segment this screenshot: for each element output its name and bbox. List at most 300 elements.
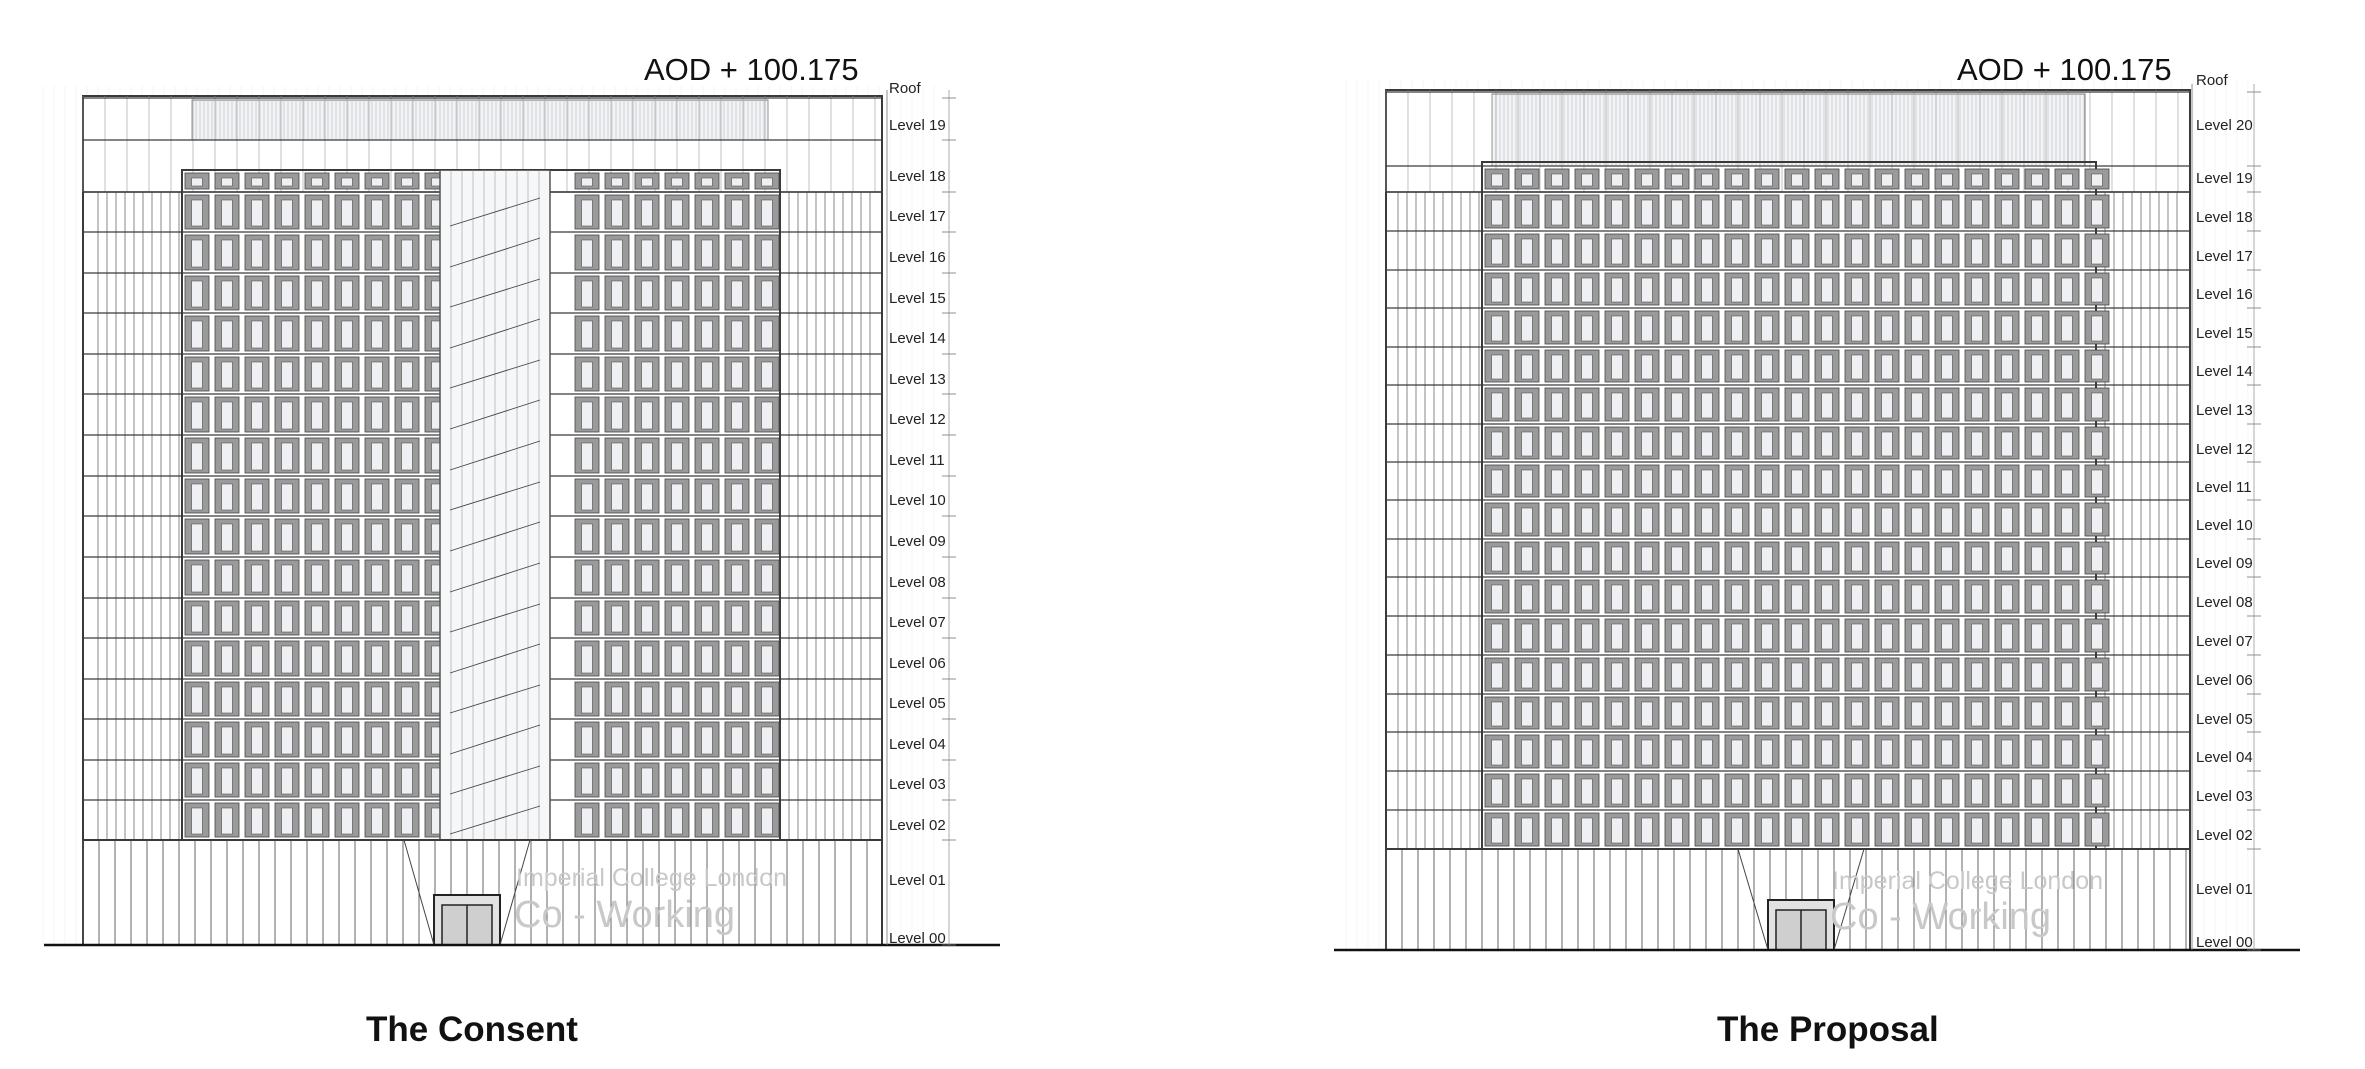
window-glass bbox=[1792, 740, 1803, 765]
window-glass bbox=[1702, 624, 1713, 649]
window-glass bbox=[1672, 355, 1683, 379]
level-label: Level 12 bbox=[889, 411, 946, 428]
level-label: Level 08 bbox=[2196, 594, 2253, 611]
window-glass bbox=[762, 687, 773, 713]
window-glass bbox=[312, 524, 323, 551]
window-glass bbox=[312, 362, 323, 388]
window-glass bbox=[1612, 585, 1623, 610]
window-glass bbox=[2092, 239, 2103, 264]
level-label: Level 16 bbox=[889, 249, 946, 266]
window-glass bbox=[1552, 393, 1563, 418]
window-glass bbox=[222, 484, 233, 510]
window-glass bbox=[1762, 200, 1773, 225]
window-glass bbox=[1582, 779, 1593, 804]
window-glass bbox=[1552, 316, 1563, 341]
window-glass bbox=[312, 768, 323, 794]
window-glass bbox=[1882, 470, 1893, 494]
window-glass bbox=[1672, 470, 1683, 494]
window-glass bbox=[2032, 624, 2043, 649]
level-label: Level 10 bbox=[889, 492, 946, 509]
window-glass bbox=[1672, 585, 1683, 610]
window-glass bbox=[672, 178, 683, 186]
window-glass bbox=[1972, 702, 1983, 726]
window-glass bbox=[2062, 508, 2073, 533]
window-glass bbox=[1642, 470, 1653, 494]
window-glass bbox=[1762, 740, 1773, 765]
window-glass bbox=[1582, 663, 1593, 688]
window-glass bbox=[2002, 663, 2013, 688]
window-glass bbox=[612, 565, 623, 592]
window-glass bbox=[402, 687, 413, 713]
window-glass bbox=[1912, 779, 1923, 804]
window-glass bbox=[252, 808, 263, 834]
window-glass bbox=[1762, 702, 1773, 726]
window-glass bbox=[642, 606, 653, 632]
window-glass bbox=[1642, 663, 1653, 688]
window-glass bbox=[1942, 818, 1953, 843]
window-glass bbox=[2092, 547, 2103, 571]
window-glass bbox=[282, 646, 293, 673]
window-glass bbox=[1552, 624, 1563, 649]
window-glass bbox=[2062, 200, 2073, 225]
window-glass bbox=[672, 240, 683, 267]
window-glass bbox=[1882, 663, 1893, 688]
window-glass bbox=[2002, 200, 2013, 225]
window-glass bbox=[402, 646, 413, 673]
window-glass bbox=[1942, 432, 1953, 456]
window-glass bbox=[2002, 508, 2013, 533]
window-glass bbox=[222, 646, 233, 673]
window-glass bbox=[402, 808, 413, 834]
window-glass bbox=[582, 606, 593, 632]
window-glass bbox=[1912, 470, 1923, 494]
window-glass bbox=[702, 808, 713, 834]
window-glass bbox=[222, 240, 233, 267]
window-glass bbox=[2032, 355, 2043, 379]
window-glass bbox=[1792, 779, 1803, 804]
window-glass bbox=[582, 200, 593, 226]
window-glass bbox=[1582, 200, 1593, 225]
window-glass bbox=[1732, 174, 1743, 186]
window-glass bbox=[732, 402, 743, 429]
window-glass bbox=[582, 443, 593, 470]
window-glass bbox=[672, 443, 683, 470]
window-glass bbox=[2062, 316, 2073, 341]
level-label: Level 18 bbox=[889, 168, 946, 185]
window-glass bbox=[1852, 779, 1863, 804]
window-glass bbox=[192, 362, 203, 388]
window-glass bbox=[282, 178, 293, 186]
window-glass bbox=[1852, 316, 1863, 341]
window-glass bbox=[732, 768, 743, 794]
window-glass bbox=[1522, 316, 1533, 341]
window-glass bbox=[342, 524, 353, 551]
window-glass bbox=[1882, 818, 1893, 843]
window-glass bbox=[732, 565, 743, 592]
level-label: Level 04 bbox=[889, 736, 946, 753]
window-glass bbox=[1792, 818, 1803, 843]
window-glass bbox=[2032, 316, 2043, 341]
window-glass bbox=[1762, 393, 1773, 418]
window-glass bbox=[732, 808, 743, 834]
window-glass bbox=[1582, 174, 1593, 186]
window-glass bbox=[2002, 547, 2013, 571]
consent-caption: The Consent bbox=[366, 1010, 578, 1049]
window-glass bbox=[1792, 316, 1803, 341]
proposal-caption: The Proposal bbox=[1717, 1010, 1939, 1049]
window-glass bbox=[252, 606, 263, 632]
window-glass bbox=[222, 178, 233, 186]
window-glass bbox=[1522, 585, 1533, 610]
window-glass bbox=[2032, 278, 2043, 302]
window-glass bbox=[342, 768, 353, 794]
window-glass bbox=[732, 178, 743, 186]
window-glass bbox=[1522, 200, 1533, 225]
window-glass bbox=[1822, 547, 1833, 571]
window-glass bbox=[2062, 432, 2073, 456]
window-glass bbox=[1942, 393, 1953, 418]
window-glass bbox=[1732, 547, 1743, 571]
level-label: Level 07 bbox=[889, 614, 946, 631]
level-label: Level 06 bbox=[2196, 672, 2253, 689]
window-glass bbox=[642, 240, 653, 267]
window-glass bbox=[1822, 174, 1833, 186]
window-glass bbox=[1792, 278, 1803, 302]
window-glass bbox=[192, 178, 203, 186]
window-glass bbox=[1642, 624, 1653, 649]
window-glass bbox=[1732, 393, 1743, 418]
window-glass bbox=[342, 484, 353, 510]
window-glass bbox=[1672, 316, 1683, 341]
window-glass bbox=[2032, 702, 2043, 726]
window-glass bbox=[1972, 239, 1983, 264]
window-glass bbox=[1822, 702, 1833, 726]
window-glass bbox=[702, 524, 713, 551]
window-glass bbox=[1612, 316, 1623, 341]
window-glass bbox=[1942, 355, 1953, 379]
window-glass bbox=[1522, 393, 1533, 418]
window-glass bbox=[2032, 818, 2043, 843]
window-glass bbox=[1642, 547, 1653, 571]
level-label: Level 13 bbox=[889, 371, 946, 388]
window-glass bbox=[1612, 663, 1623, 688]
window-glass bbox=[1582, 585, 1593, 610]
window-glass bbox=[1492, 779, 1503, 804]
window-glass bbox=[2032, 432, 2043, 456]
window-glass bbox=[1822, 200, 1833, 225]
window-glass bbox=[642, 200, 653, 226]
window-glass bbox=[282, 808, 293, 834]
window-glass bbox=[192, 524, 203, 551]
window-glass bbox=[2002, 432, 2013, 456]
window-glass bbox=[2002, 316, 2013, 341]
window-glass bbox=[192, 565, 203, 592]
window-glass bbox=[1732, 779, 1743, 804]
window-glass bbox=[2092, 508, 2103, 533]
window-glass bbox=[1702, 818, 1713, 843]
window-glass bbox=[342, 200, 353, 226]
level-label: Level 09 bbox=[2196, 555, 2253, 572]
window-glass bbox=[342, 565, 353, 592]
window-glass bbox=[1702, 547, 1713, 571]
window-glass bbox=[372, 808, 383, 834]
window-glass bbox=[1492, 174, 1503, 186]
window-glass bbox=[282, 687, 293, 713]
window-glass bbox=[372, 200, 383, 226]
window-glass bbox=[1912, 393, 1923, 418]
window-glass bbox=[1582, 278, 1593, 302]
window-glass bbox=[1672, 818, 1683, 843]
level-label: Level 04 bbox=[2196, 749, 2253, 766]
window-glass bbox=[282, 281, 293, 307]
window-glass bbox=[1852, 200, 1863, 225]
window-glass bbox=[1492, 316, 1503, 341]
level-label: Level 06 bbox=[889, 655, 946, 672]
window-glass bbox=[1642, 278, 1653, 302]
window-glass bbox=[642, 402, 653, 429]
level-label: Level 01 bbox=[889, 872, 946, 889]
window-glass bbox=[1672, 740, 1683, 765]
window-glass bbox=[1642, 779, 1653, 804]
window-glass bbox=[402, 402, 413, 429]
window-glass bbox=[1612, 547, 1623, 571]
window-glass bbox=[732, 240, 743, 267]
window-glass bbox=[282, 727, 293, 754]
window-glass bbox=[1702, 316, 1713, 341]
level-label: Level 20 bbox=[2196, 117, 2253, 134]
level-label: Level 00 bbox=[2196, 934, 2253, 951]
window-glass bbox=[2062, 702, 2073, 726]
window-glass bbox=[1822, 779, 1833, 804]
consent-sign-line1: Imperial College London bbox=[516, 864, 788, 892]
window-glass bbox=[702, 565, 713, 592]
window-glass bbox=[1762, 624, 1773, 649]
window-glass bbox=[642, 443, 653, 470]
window-glass bbox=[372, 281, 383, 307]
window-glass bbox=[1552, 585, 1563, 610]
window-glass bbox=[1942, 663, 1953, 688]
window-glass bbox=[252, 646, 263, 673]
window-glass bbox=[402, 281, 413, 307]
window-glass bbox=[702, 281, 713, 307]
window-glass bbox=[642, 768, 653, 794]
window-glass bbox=[1762, 278, 1773, 302]
window-glass bbox=[1882, 702, 1893, 726]
window-glass bbox=[1822, 663, 1833, 688]
window-glass bbox=[192, 727, 203, 754]
window-glass bbox=[192, 240, 203, 267]
window-glass bbox=[1942, 174, 1953, 186]
window-glass bbox=[1522, 355, 1533, 379]
window-glass bbox=[1612, 818, 1623, 843]
window-glass bbox=[1732, 200, 1743, 225]
level-label: Level 02 bbox=[889, 817, 946, 834]
window-glass bbox=[1672, 624, 1683, 649]
window-glass bbox=[1612, 740, 1623, 765]
window-glass bbox=[192, 687, 203, 713]
window-glass bbox=[672, 727, 683, 754]
window-glass bbox=[252, 321, 263, 348]
window-glass bbox=[702, 443, 713, 470]
window-glass bbox=[1762, 316, 1773, 341]
window-glass bbox=[1792, 239, 1803, 264]
window-glass bbox=[312, 727, 323, 754]
window-glass bbox=[1852, 508, 1863, 533]
window-glass bbox=[1732, 585, 1743, 610]
window-glass bbox=[1492, 355, 1503, 379]
window-glass bbox=[402, 240, 413, 267]
window-glass bbox=[702, 606, 713, 632]
window-glass bbox=[192, 443, 203, 470]
window-glass bbox=[612, 402, 623, 429]
window-glass bbox=[732, 687, 743, 713]
window-glass bbox=[1672, 432, 1683, 456]
level-label: Level 12 bbox=[2196, 441, 2253, 458]
window-glass bbox=[342, 808, 353, 834]
window-glass bbox=[762, 200, 773, 226]
window-glass bbox=[1672, 702, 1683, 726]
window-glass bbox=[642, 524, 653, 551]
window-glass bbox=[402, 362, 413, 388]
window-glass bbox=[402, 768, 413, 794]
window-glass bbox=[702, 484, 713, 510]
window-glass bbox=[2062, 470, 2073, 494]
window-glass bbox=[1852, 663, 1863, 688]
window-glass bbox=[702, 178, 713, 186]
window-glass bbox=[402, 606, 413, 632]
window-glass bbox=[1822, 432, 1833, 456]
window-glass bbox=[1732, 702, 1743, 726]
window-glass bbox=[1912, 239, 1923, 264]
window-glass bbox=[1972, 200, 1983, 225]
window-glass bbox=[312, 484, 323, 510]
window-glass bbox=[2092, 278, 2103, 302]
window-glass bbox=[1582, 740, 1593, 765]
window-glass bbox=[702, 200, 713, 226]
level-label: Level 14 bbox=[889, 330, 946, 347]
window-glass bbox=[642, 484, 653, 510]
window-glass bbox=[252, 240, 263, 267]
window-glass bbox=[642, 687, 653, 713]
window-glass bbox=[1852, 547, 1863, 571]
window-glass bbox=[342, 687, 353, 713]
window-glass bbox=[1642, 585, 1653, 610]
window-glass bbox=[1612, 624, 1623, 649]
window-glass bbox=[1552, 818, 1563, 843]
window-glass bbox=[1672, 393, 1683, 418]
window-glass bbox=[1552, 663, 1563, 688]
window-glass bbox=[402, 178, 413, 186]
window-glass bbox=[582, 281, 593, 307]
window-glass bbox=[1702, 278, 1713, 302]
window-glass bbox=[282, 768, 293, 794]
window-glass bbox=[642, 565, 653, 592]
window-glass bbox=[672, 524, 683, 551]
window-glass bbox=[1942, 239, 1953, 264]
level-label: Level 05 bbox=[889, 695, 946, 712]
window-glass bbox=[372, 178, 383, 186]
window-glass bbox=[252, 443, 263, 470]
window-glass bbox=[282, 524, 293, 551]
window-glass bbox=[1672, 200, 1683, 225]
window-glass bbox=[1552, 174, 1563, 186]
window-glass bbox=[582, 768, 593, 794]
window-glass bbox=[312, 808, 323, 834]
level-label: Level 19 bbox=[889, 117, 946, 134]
window-glass bbox=[1522, 740, 1533, 765]
window-glass bbox=[612, 687, 623, 713]
window-glass bbox=[1972, 585, 1983, 610]
window-glass bbox=[1822, 278, 1833, 302]
window-glass bbox=[1492, 818, 1503, 843]
window-glass bbox=[1882, 740, 1893, 765]
window-glass bbox=[1522, 624, 1533, 649]
window-glass bbox=[1912, 740, 1923, 765]
window-glass bbox=[342, 402, 353, 429]
window-glass bbox=[372, 606, 383, 632]
level-label: Level 15 bbox=[889, 290, 946, 307]
window-glass bbox=[612, 362, 623, 388]
level-label: Level 02 bbox=[2196, 827, 2253, 844]
window-glass bbox=[1912, 278, 1923, 302]
window-glass bbox=[612, 727, 623, 754]
window-glass bbox=[1822, 470, 1833, 494]
window-glass bbox=[1522, 239, 1533, 264]
window-glass bbox=[1912, 624, 1923, 649]
window-glass bbox=[1822, 393, 1833, 418]
window-glass bbox=[1852, 470, 1863, 494]
window-glass bbox=[1942, 508, 1953, 533]
window-glass bbox=[1942, 278, 1953, 302]
window-glass bbox=[582, 484, 593, 510]
window-glass bbox=[1582, 239, 1593, 264]
window-glass bbox=[672, 484, 683, 510]
window-glass bbox=[1522, 818, 1533, 843]
window-glass bbox=[252, 768, 263, 794]
window-glass bbox=[1762, 174, 1773, 186]
window-glass bbox=[1732, 355, 1743, 379]
window-glass bbox=[1792, 702, 1803, 726]
window-glass bbox=[1672, 508, 1683, 533]
window-glass bbox=[642, 281, 653, 307]
window-glass bbox=[1492, 432, 1503, 456]
window-glass bbox=[1552, 470, 1563, 494]
level-label: Level 17 bbox=[2196, 248, 2253, 265]
window-glass bbox=[2062, 547, 2073, 571]
window-glass bbox=[1522, 470, 1533, 494]
window-glass bbox=[612, 240, 623, 267]
consent-roof-label: Roof bbox=[889, 80, 921, 97]
window-glass bbox=[1582, 818, 1593, 843]
window-glass bbox=[1792, 432, 1803, 456]
window-glass bbox=[1972, 432, 1983, 456]
window-glass bbox=[2002, 278, 2013, 302]
window-glass bbox=[1612, 200, 1623, 225]
window-glass bbox=[612, 646, 623, 673]
window-glass bbox=[1912, 200, 1923, 225]
window-glass bbox=[1672, 239, 1683, 264]
window-glass bbox=[372, 646, 383, 673]
window-glass bbox=[1912, 818, 1923, 843]
window-glass bbox=[732, 321, 743, 348]
window-glass bbox=[1972, 740, 1983, 765]
window-glass bbox=[372, 565, 383, 592]
window-glass bbox=[372, 484, 383, 510]
window-glass bbox=[582, 565, 593, 592]
window-glass bbox=[642, 727, 653, 754]
level-label: Level 15 bbox=[2196, 325, 2253, 342]
window-glass bbox=[672, 768, 683, 794]
